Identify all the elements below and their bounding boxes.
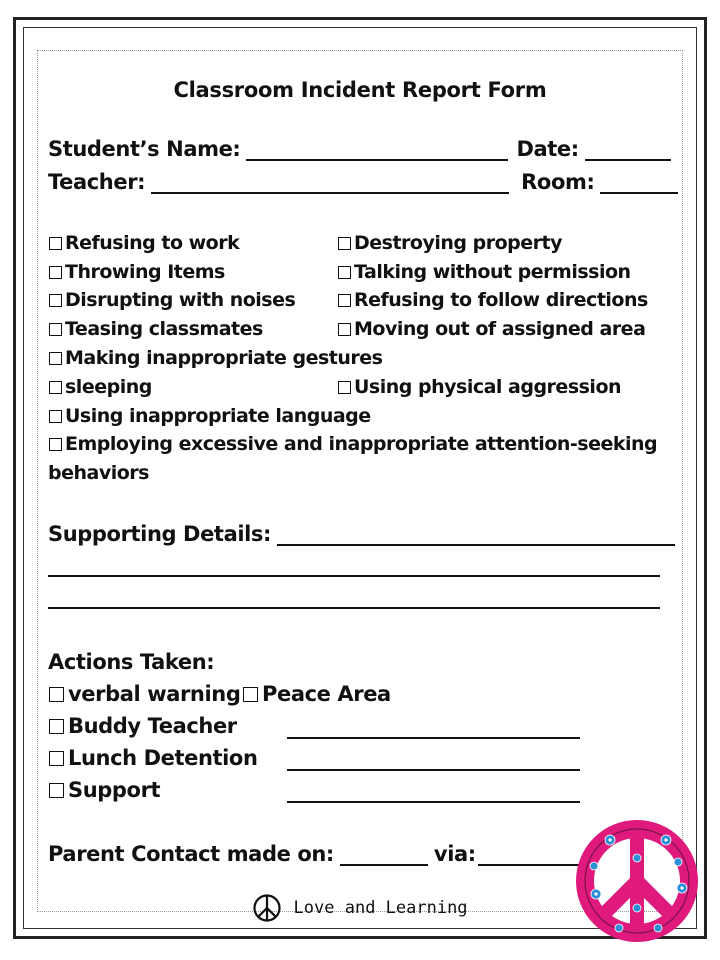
- checkbox-icon: [49, 266, 62, 279]
- checkbox-icon: [243, 687, 258, 702]
- checkbox-icon: [49, 783, 64, 798]
- behavior-checkbox-destroying-property[interactable]: Destroying property: [338, 232, 562, 254]
- checkbox-icon: [49, 323, 62, 336]
- behavior-checkbox-sleeping[interactable]: sleeping: [49, 376, 152, 398]
- behavior-checkbox-disrupting-noises[interactable]: Disrupting with noises: [49, 289, 295, 311]
- parent-contact-via-label: via:: [433, 842, 476, 866]
- behavior-checkbox-teasing-classmates[interactable]: Teasing classmates: [49, 318, 263, 340]
- checkbox-icon: [49, 294, 62, 307]
- checkbox-icon: [49, 687, 64, 702]
- behavior-checkbox-moving-out-of-area[interactable]: Moving out of assigned area: [338, 318, 645, 340]
- parent-contact-row: [48, 842, 596, 866]
- decorative-peace-sign-icon: [574, 818, 700, 944]
- date-field[interactable]: [585, 139, 671, 161]
- form-title: Classroom Incident Report Form: [173, 78, 547, 102]
- behavior-checkbox-inappropriate-gestures[interactable]: Making inappropriate gestures: [49, 347, 382, 369]
- checkbox-icon: [338, 237, 351, 250]
- behavior-checkbox-refusing-work[interactable]: Refusing to work: [49, 232, 239, 254]
- checkbox-icon: [49, 352, 62, 365]
- student-date-row: [48, 137, 671, 161]
- checkbox-icon: [338, 381, 351, 394]
- action-checkbox-lunch-detention[interactable]: Lunch Detention: [49, 746, 258, 770]
- student-name-field[interactable]: [246, 139, 508, 161]
- behavior-checkbox-inappropriate-language[interactable]: Using inappropriate language: [49, 405, 371, 427]
- behavior-attention-seeking-continued: behaviors: [48, 462, 149, 484]
- teacher-field[interactable]: [151, 172, 509, 194]
- supporting-details-label: Supporting Details:: [48, 522, 272, 546]
- supporting-details-row: [48, 522, 675, 546]
- lunch-detention-line[interactable]: [287, 769, 580, 771]
- checkbox-icon: [338, 323, 351, 336]
- behavior-checkbox-attention-seeking[interactable]: Employing excessive and inappropriate attention-seeking: [49, 433, 657, 455]
- behavior-checkbox-throwing-items[interactable]: Throwing Items: [49, 261, 225, 283]
- action-checkbox-buddy-teacher[interactable]: Buddy Teacher: [49, 714, 237, 738]
- action-checkbox-peace-area[interactable]: Peace Area: [243, 682, 391, 706]
- checkbox-icon: [338, 294, 351, 307]
- supporting-details-line-3[interactable]: [48, 607, 660, 609]
- supporting-details-line-2[interactable]: [48, 575, 660, 577]
- checkbox-icon: [338, 266, 351, 279]
- buddy-teacher-line[interactable]: [287, 737, 580, 739]
- checkbox-icon: [49, 410, 62, 423]
- parent-contact-date-field[interactable]: [340, 844, 428, 866]
- student-name-label: Student’s Name:: [48, 137, 241, 161]
- peace-sign-icon: [252, 893, 282, 923]
- action-checkbox-verbal-warning[interactable]: verbal warning: [49, 682, 240, 706]
- actions-heading: Actions Taken:: [48, 650, 215, 674]
- checkbox-icon: [49, 751, 64, 766]
- checkbox-icon: [49, 381, 62, 394]
- supporting-details-field[interactable]: [277, 524, 675, 546]
- teacher-label: Teacher:: [48, 170, 146, 194]
- footer-brand-text: Love and Learning: [293, 898, 468, 918]
- checkbox-icon: [49, 719, 64, 734]
- behavior-checkbox-physical-aggression[interactable]: Using physical aggression: [338, 376, 621, 398]
- behavior-checkbox-talking-without-permission[interactable]: Talking without permission: [338, 261, 631, 283]
- parent-contact-label: Parent Contact made on:: [48, 842, 334, 866]
- action-checkbox-support[interactable]: Support: [49, 778, 160, 802]
- checkbox-icon: [49, 438, 62, 451]
- date-label: Date:: [516, 137, 579, 161]
- support-line[interactable]: [287, 801, 580, 803]
- behavior-checkbox-refusing-directions[interactable]: Refusing to follow directions: [338, 289, 648, 311]
- room-label: Room:: [521, 170, 595, 194]
- checkbox-icon: [49, 237, 62, 250]
- teacher-room-row: [48, 170, 678, 194]
- room-field[interactable]: [600, 172, 678, 194]
